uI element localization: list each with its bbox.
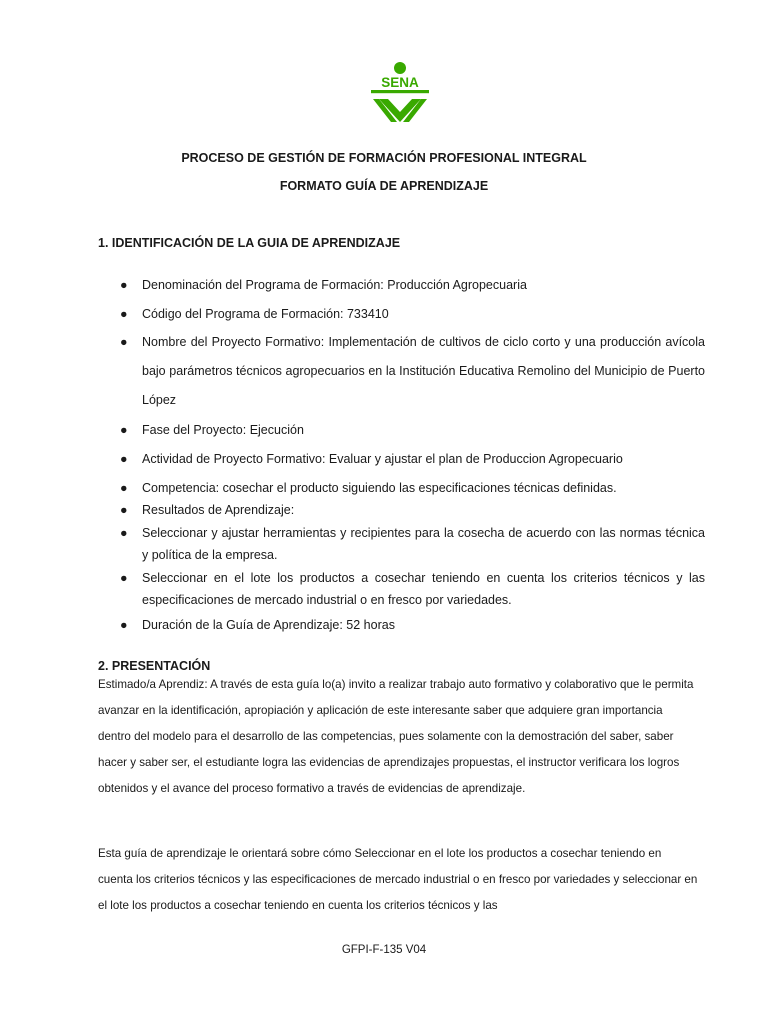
footer-code: GFPI-F-135 V04	[341, 944, 427, 956]
list-item: ● Seleccionar y ajustar herramientas y recipientes para la cosecha de acuerdo con las normas técnica y política de la empresa.	[120, 522, 705, 566]
sena-logo	[367, 62, 433, 124]
bullet-icon: ●	[120, 571, 128, 585]
section-1-title: 1. IDENTIFICACIÓN DE LA GUIA DE APRENDIZAJE	[98, 236, 401, 250]
bullet-icon: ●	[120, 481, 128, 495]
document-subtitle: FORMATO GUÍA DE APRENDIZAJE	[279, 179, 489, 193]
list-item: ● Código del Programa de Formación: 733410	[120, 307, 389, 321]
list-item: ● Denominación del Programa de Formación: Producción Agropecuaria	[120, 278, 527, 292]
list-item: ● Actividad de Proyecto Formativo: Evaluar y ajustar el plan de Produccion Agropecuario	[120, 452, 623, 466]
bullet-icon: ●	[120, 503, 128, 517]
list-item: ● Fase del Proyecto: Ejecución	[120, 423, 304, 437]
bullet-icon: ●	[120, 452, 128, 466]
bullet-icon: ●	[120, 526, 128, 540]
list-item: ● Competencia: cosechar el producto siguiendo las especificaciones técnicas definidas.	[120, 481, 617, 495]
list-item: ● Resultados de Aprendizaje:	[120, 503, 295, 517]
section-2-title: 2. PRESENTACIÓN	[98, 659, 211, 673]
bullet-icon: ●	[120, 278, 128, 292]
list-item: ● Seleccionar en el lote los productos a cosechar teniendo en cuenta los criterios técnicos y las especificaciones de mercado industrial o en fresco por variedades.	[120, 567, 705, 611]
presentation-paragraph-2: Esta guía de aprendizaje le orientará sobre cómo Seleccionar en el lote los productos a cosechar teniendo en cuenta los criterios técnicos y las especificaciones de mercado industrial o en fresco por variedades y seleccionar en el lote los productos a cosechar teniendo en cuenta los criterios técnicos y las	[98, 847, 698, 912]
list-item: ● Duración de la Guía de Aprendizaje: 52 horas	[120, 618, 395, 632]
bullet-icon: ●	[120, 423, 128, 437]
sena-logo-text: SENA	[381, 75, 419, 90]
bullet-icon: ●	[120, 307, 128, 321]
bullet-icon: ●	[120, 618, 128, 632]
list-item: ● Nombre del Proyecto Formativo: Implementación de cultivos de ciclo corto y una producción avícola bajo parámetros técnicos agropecuarios en la Institución Educativa Remolino del Municipio de Puerto López	[120, 328, 705, 415]
document-title: PROCESO DE GESTIÓN DE FORMACIÓN PROFESIONAL INTEGRAL	[181, 151, 587, 165]
presentation-paragraph-1: Estimado/a Aprendiz: A través de esta guía lo(a) invito a realizar trabajo auto formativo y colaborativo que le permita avanzar en la identificación, apropiación y aplicación de este interesante saber que adquiere gran importancia dentro del modelo para el desarrollo de las competencias, pues solamente con la demostración del saber, saber hacer y saber ser, el estudiante logra las evidencias de aprendizajes propuestas, el instructor verificara los logros obtenidos y el avance del proceso formativo a través de evidencias de aprendizaje.	[98, 678, 694, 795]
bullet-icon: ●	[120, 335, 128, 349]
